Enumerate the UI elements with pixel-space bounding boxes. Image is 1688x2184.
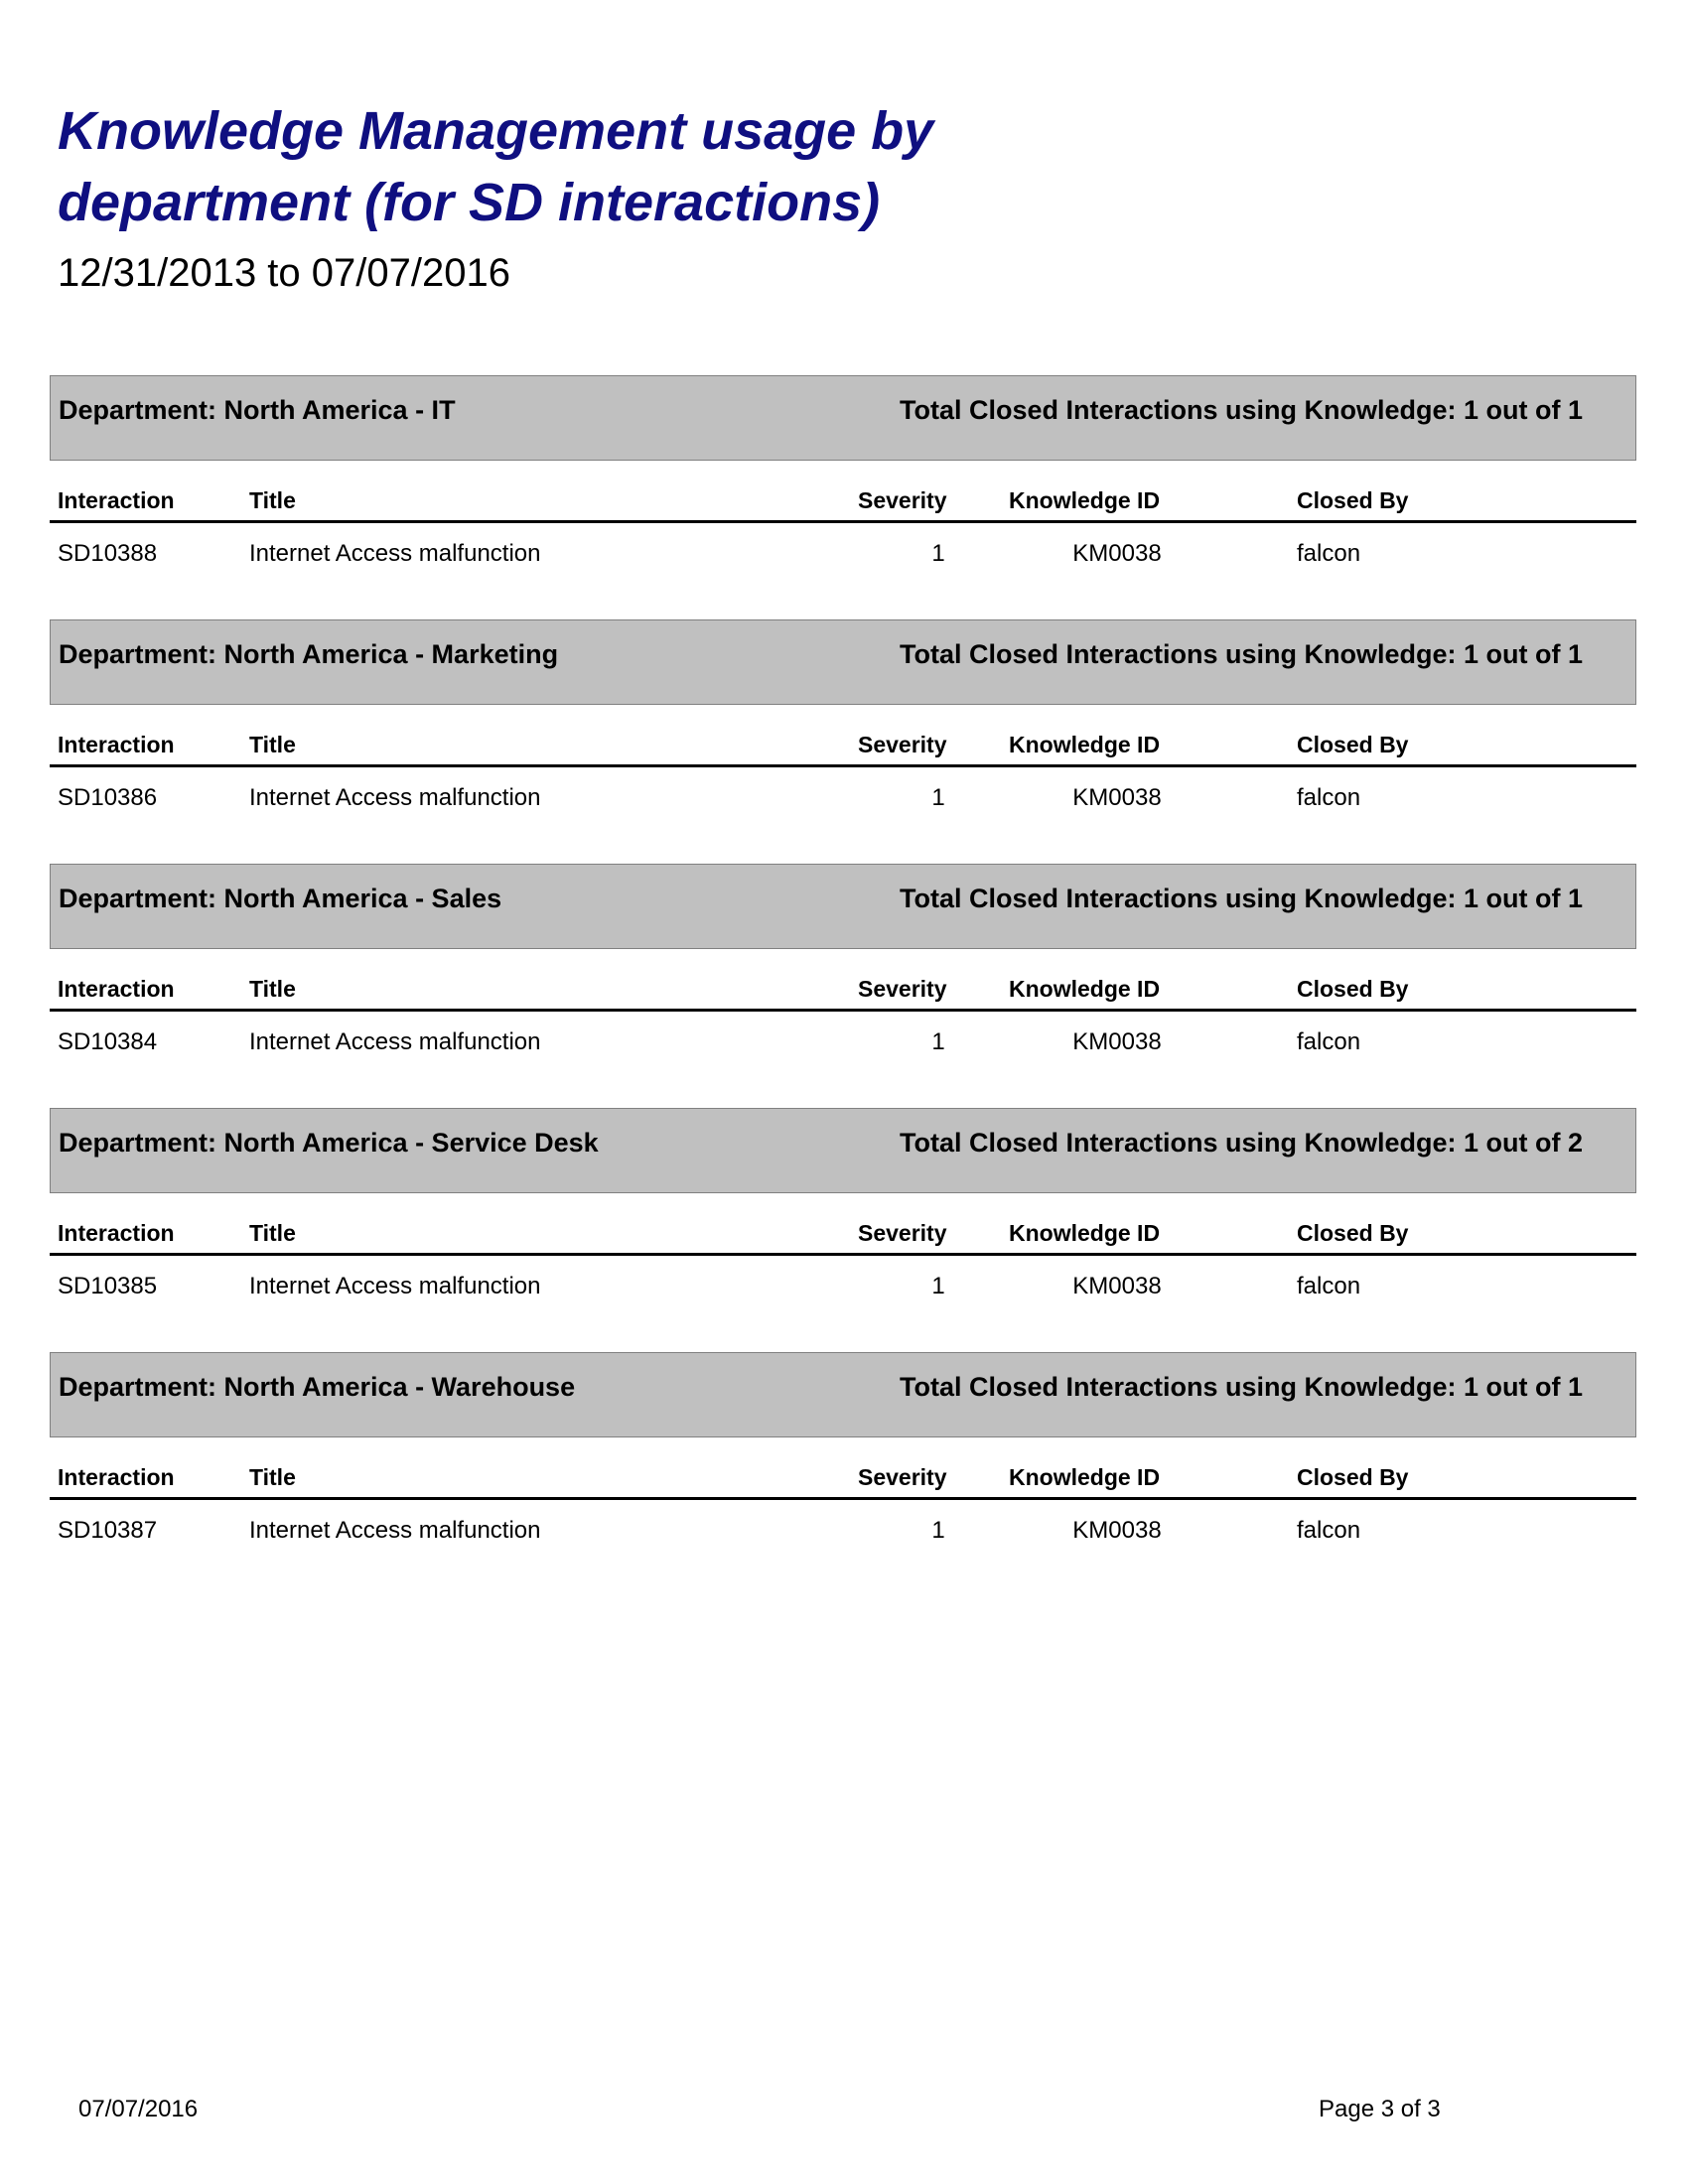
severity-value: 1 — [931, 784, 945, 811]
table-row — [50, 538, 1636, 572]
closed-by-value: falcon — [1297, 1028, 1361, 1055]
department-name: Department: North America - Marketing — [59, 639, 559, 669]
department-sections — [50, 375, 1636, 1596]
department-total: Total Closed Interactions using Knowledge: 1 out of 1 — [900, 639, 1584, 669]
severity-value: 1 — [931, 540, 945, 567]
column-headers — [50, 1215, 1636, 1256]
table-row — [50, 1271, 1636, 1304]
department-section-it — [50, 375, 1636, 619]
severity-value: 1 — [931, 1273, 945, 1299]
table-row — [50, 1026, 1636, 1060]
column-header-severity: Severity — [858, 732, 947, 757]
column-header-closed-by: Closed By — [1297, 976, 1409, 1002]
department-total: Total Closed Interactions using Knowledge: 1 out of 1 — [900, 1372, 1584, 1402]
column-header-severity: Severity — [858, 487, 947, 513]
column-header-knowledge-id: Knowledge ID — [1009, 732, 1161, 757]
interaction-id: SD10386 — [58, 784, 158, 811]
column-header-interaction: Interaction — [58, 1464, 175, 1490]
department-header — [50, 864, 1636, 949]
closed-by-value: falcon — [1297, 540, 1361, 567]
severity-value: 1 — [931, 1028, 945, 1055]
column-header-closed-by: Closed By — [1297, 1464, 1409, 1490]
column-header-knowledge-id: Knowledge ID — [1009, 1220, 1161, 1246]
department-name: Department: North America - IT — [59, 395, 456, 425]
department-section-service-desk — [50, 1108, 1636, 1352]
severity-value: 1 — [931, 1517, 945, 1544]
knowledge-id-value: KM0038 — [1072, 784, 1162, 811]
closed-by-value: falcon — [1297, 784, 1361, 811]
column-header-title: Title — [249, 732, 296, 757]
footer-page-number: Page 3 of 3 — [1319, 2096, 1441, 2122]
footer-date: 07/07/2016 — [78, 2096, 199, 2122]
department-header — [50, 1352, 1636, 1437]
column-header-interaction: Interaction — [58, 976, 175, 1002]
column-headers — [50, 727, 1636, 767]
interaction-id: SD10384 — [58, 1028, 158, 1055]
interaction-title: Internet Access malfunction — [249, 1273, 541, 1299]
column-header-severity: Severity — [858, 1220, 947, 1246]
column-header-interaction: Interaction — [58, 487, 175, 513]
department-header — [50, 619, 1636, 705]
interaction-title: Internet Access malfunction — [249, 1028, 541, 1055]
column-header-closed-by: Closed By — [1297, 487, 1409, 513]
department-name: Department: North America - Service Desk — [59, 1128, 599, 1158]
knowledge-id-value: KM0038 — [1072, 1028, 1162, 1055]
department-section-marketing — [50, 619, 1636, 864]
column-header-interaction: Interaction — [58, 732, 175, 757]
interaction-title: Internet Access malfunction — [249, 784, 541, 811]
knowledge-id-value: KM0038 — [1072, 1517, 1162, 1544]
column-header-knowledge-id: Knowledge ID — [1009, 976, 1161, 1002]
closed-by-value: falcon — [1297, 1517, 1361, 1544]
report-date-range: 12/31/2013 to 07/07/2016 — [58, 251, 510, 295]
column-header-closed-by: Closed By — [1297, 732, 1409, 757]
column-header-knowledge-id: Knowledge ID — [1009, 487, 1161, 513]
interaction-title: Internet Access malfunction — [249, 540, 541, 567]
interaction-title: Internet Access malfunction — [249, 1517, 541, 1544]
closed-by-value: falcon — [1297, 1273, 1361, 1299]
column-header-closed-by: Closed By — [1297, 1220, 1409, 1246]
interaction-id: SD10385 — [58, 1273, 158, 1299]
table-row — [50, 782, 1636, 816]
column-header-title: Title — [249, 976, 296, 1002]
department-name: Department: North America - Sales — [59, 884, 502, 913]
column-header-knowledge-id: Knowledge ID — [1009, 1464, 1161, 1490]
column-headers — [50, 971, 1636, 1012]
department-total: Total Closed Interactions using Knowledge: 1 out of 2 — [900, 1128, 1584, 1158]
department-total: Total Closed Interactions using Knowledge: 1 out of 1 — [900, 884, 1584, 913]
department-header — [50, 1108, 1636, 1193]
department-section-sales — [50, 864, 1636, 1108]
column-header-severity: Severity — [858, 976, 947, 1002]
knowledge-id-value: KM0038 — [1072, 1273, 1162, 1299]
table-row — [50, 1515, 1636, 1549]
column-header-title: Title — [249, 1464, 296, 1490]
interaction-id: SD10388 — [58, 540, 158, 567]
department-section-warehouse — [50, 1352, 1636, 1596]
column-header-title: Title — [249, 1220, 296, 1246]
knowledge-id-value: KM0038 — [1072, 540, 1162, 567]
column-header-title: Title — [249, 487, 296, 513]
column-headers — [50, 1459, 1636, 1500]
interaction-id: SD10387 — [58, 1517, 158, 1544]
column-headers — [50, 482, 1636, 523]
department-total: Total Closed Interactions using Knowledge: 1 out of 1 — [900, 395, 1584, 425]
department-header — [50, 375, 1636, 461]
report-title: Knowledge Management usage by department (for SD interactions) — [58, 101, 934, 232]
column-header-severity: Severity — [858, 1464, 947, 1490]
department-name: Department: North America - Warehouse — [59, 1372, 576, 1402]
column-header-interaction: Interaction — [58, 1220, 175, 1246]
